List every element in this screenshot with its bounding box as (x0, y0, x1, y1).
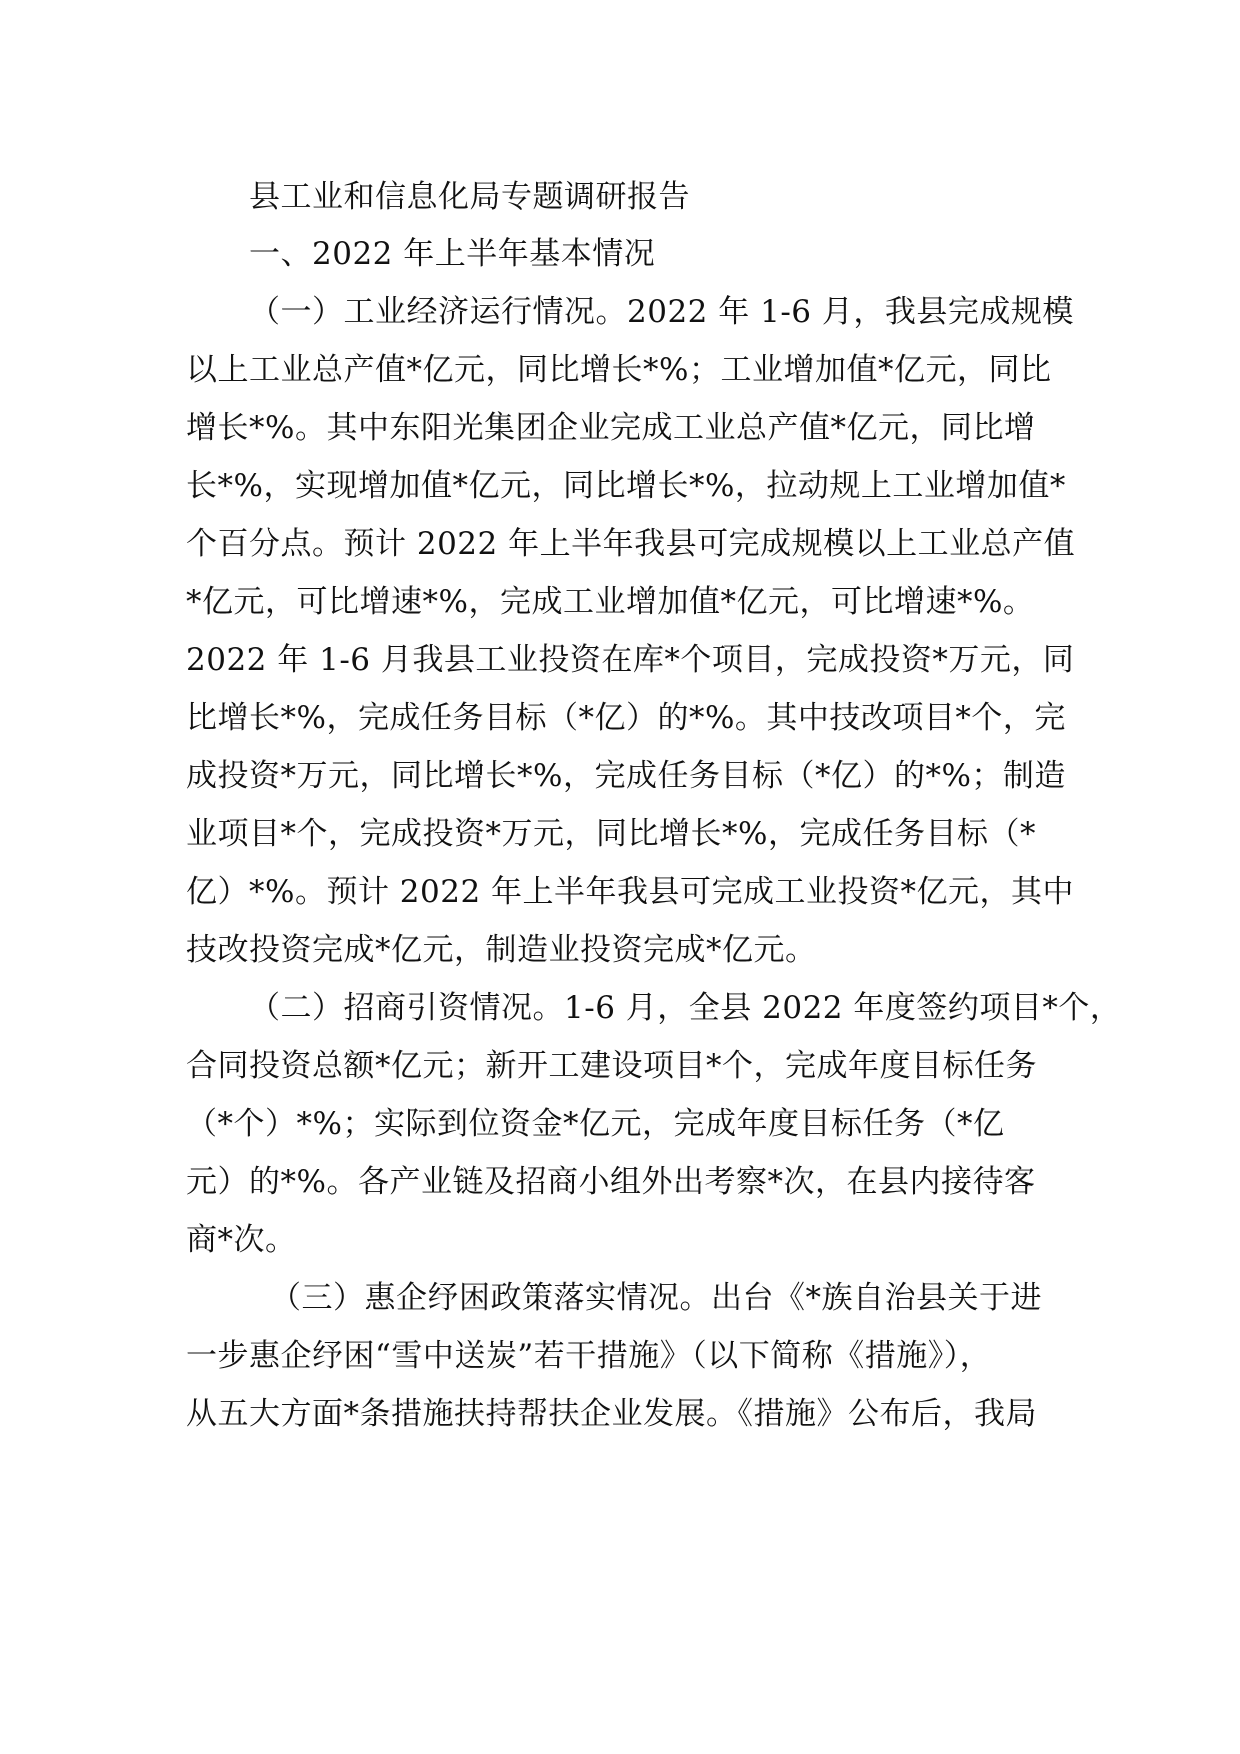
paragraph-line: 2022 年 1-6 月我县工业投资在库*个项目，完成投资*万元，同 (186, 642, 1075, 678)
paragraph-line: （一）工业经济运行情况。2022 年 1-6 月，我县完成规模 (249, 294, 1074, 330)
paragraph-line: 个百分点。预计 2022 年上半年我县可完成规模以上工业总产值 (186, 526, 1076, 562)
paragraph-line: 长*%，实现增加值*亿元，同比增长*%，拉动规上工业增加值* (186, 468, 1066, 504)
paragraph-line: 成投资*万元，同比增长*%，完成任务目标（*亿）的*%；制造 (186, 758, 1066, 794)
paragraph-line: *亿元，可比增速*%，完成工业增加值*亿元，可比增速*%。 (186, 584, 1035, 620)
paragraph-line: 亿）*%。预计 2022 年上半年我县可完成工业投资*亿元，其中 (186, 874, 1075, 910)
paragraph-line: 从五大方面*条措施扶持帮扶企业发展。《措施》公布后，我局 (186, 1396, 1037, 1432)
paragraph-line: 商*次。 (186, 1222, 297, 1258)
paragraph-line: 元）的*%。各产业链及招商小组外出考察*次，在县内接待客 (186, 1164, 1036, 1200)
paragraph-line: 合同投资总额*亿元；新开工建设项目*个，完成年度目标任务 (186, 1048, 1037, 1084)
paragraph-line: 以上工业总产值*亿元，同比增长*%；工业增加值*亿元，同比 (186, 352, 1052, 388)
document-title: 县工业和信息化局专题调研报告 (249, 179, 690, 215)
section-heading: 一、2022 年上半年基本情况 (249, 236, 656, 272)
paragraph-line: 增长*%。其中东阳光集团企业完成工业总产值*亿元，同比增 (186, 410, 1036, 446)
paragraph-line: （三）惠企纾困政策落实情况。出台《*族自治县关于进 (270, 1280, 1042, 1316)
paragraph-line: 业项目*个，完成投资*万元，同比增长*%，完成任务目标（* (186, 816, 1036, 852)
paragraph-line: （二）招商引资情况。1-6 月，全县 2022 年度签约项目*个， (249, 990, 1122, 1026)
paragraph-line: 技改投资完成*亿元，制造业投资完成*亿元。 (186, 932, 817, 968)
paragraph-line: 一步惠企纾困“雪中送炭”若干措施》（以下简称《措施》）， (186, 1338, 992, 1374)
paragraph-line: （*个）*%；实际到位资金*亿元，完成年度目标任务（*亿 (186, 1106, 1005, 1142)
paragraph-line: 比增长*%，完成任务目标（*亿）的*%。其中技改项目*个，完 (186, 700, 1066, 736)
